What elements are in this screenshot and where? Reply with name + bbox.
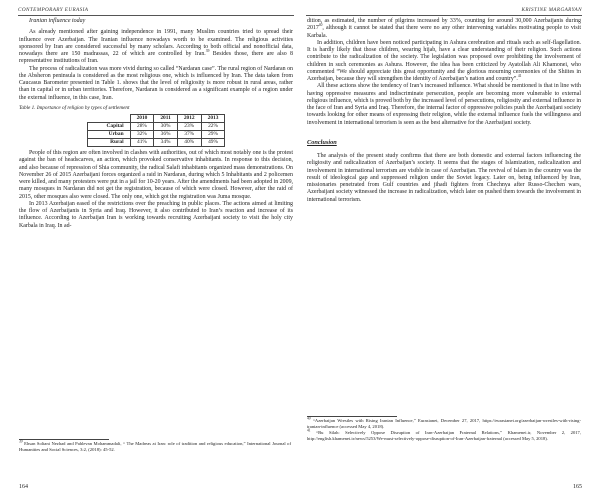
running-header-right: KRISTINE MARGARYAN <box>521 7 582 13</box>
footnote: $^{41}$ “Bu Silah: Selectively Oppose Disruption of Iran-Azerbaijan Fraternal Relations,” Khamenei.ir, November 2, 2017, http://english.khamenei.ir/news/5253/We-must-selectively-oppose-disruption-of-Iran-Azerbaijan-fraternal (accessed May 5, 2018). <box>307 428 581 441</box>
left-column <box>19 18 293 230</box>
table-cell: 41% <box>130 139 154 147</box>
table-row <box>87 131 225 139</box>
table-cell: 40% <box>177 139 201 147</box>
table-cell: 22% <box>201 123 225 131</box>
running-header-left: CONTEMPORARY EURASIA <box>18 7 89 13</box>
header-rule-right <box>306 15 582 16</box>
table-caption: Table 1. Importance of religion by types of settlement <box>19 104 130 111</box>
row-label: Urban <box>87 131 130 139</box>
footnote-ref[interactable]: 40 <box>318 23 323 28</box>
paragraph: All these actions show the tendency of Iran’s increased influence. What should be mentioned is that in line with having oppressive measures and indiscriminate persecution, people are becoming more vulnerable to external religious influence, which is proved both by the increased level of persecutions, religiosity and external influence in the face of Iran and Syria and Iraq. Therefore, the internal factor of oppressive policies push the Azerbaijani society towards looking for other means of expressing their religion, while the external influence fuels the willingness and involvement in international terrorism is seen as the best alternative for the Azerbaijani society. <box>307 83 581 126</box>
table-cell: 49% <box>201 139 225 147</box>
paragraph: As already mentioned after gaining independence in 1991, many Muslim countries tried to spread their influence over Azerbaijan. The Iranian influence nowadays worth to be examined. The religious activities sponsored by Iran are considered successful by many scholars. According to both official and nonofficial data, nowadays there are 150 madrassas, 22 of which are controlled by Iran.$^{39}$ Besides those, there are also 8 representative institutions of Iran. <box>19 29 294 65</box>
column-header: 2013 <box>201 115 225 123</box>
footnotes-left <box>19 441 291 453</box>
table-cell: 32% <box>130 131 154 139</box>
footnote: $^{40}$ “Azerbaijan Wrestles with Rising Iranian Influence,” Eurasianet, December 27, 2017, https://eurasianet.org/azerbaijan-wrestles-with-rising-iranian-influence (accessed May 4, 2018). <box>307 416 581 429</box>
table-header-row <box>87 115 225 123</box>
table-cell: 37% <box>177 131 201 139</box>
footnote-ref[interactable]: 41 <box>517 74 522 79</box>
footnote-ref[interactable]: 39 <box>205 49 210 54</box>
page-number-right: 165 <box>573 484 582 490</box>
table-row <box>87 139 225 147</box>
header-rule-left <box>18 15 294 16</box>
footnote: $^{39}$ Ehsan Soltani Nezhad and Pahlevan Mohammadali, “ The Madreas at Iran: role of tradition and religious education,” International Journal of Humanities and Social Sciences, 3:2, (2018): 45-52. <box>19 439 291 452</box>
column-header: 2010 <box>130 115 154 123</box>
row-label: Capital <box>87 123 130 131</box>
table-cell: 28% <box>130 123 154 131</box>
column-header: 2012 <box>177 115 201 123</box>
footnote-rule <box>19 439 109 440</box>
paragraph: The analysis of the present study confirms that there are both domestic and external factors influencing the religiosity and radicalization of Azerbaijan’s society. It seems that the stages of Islamization, radicalization and involvement in international terrorism are visible in case of Azerbaijan. The revival of Islam in the country was the result of ideological gap and suppressed religion under the Soviet legacy. Later on, being influenced by Iran, missionaries penetrated from Gulf countries and jihadi fighters from Chechnya after Russo-Chechen wars, Azerbaijani society witnessed the increase in radicalization, which later on pushed them towards the involvement in international terrorism. <box>307 153 581 203</box>
table-cell: 23% <box>177 123 201 131</box>
footnote-rule <box>307 416 397 417</box>
page-number-left: 164 <box>19 484 28 490</box>
table-cell: 29% <box>201 131 225 139</box>
footnotes-right <box>307 418 581 442</box>
religion-table <box>87 114 226 147</box>
section-subheading: Iranian influence today <box>29 18 86 24</box>
table-cell: 30% <box>154 123 177 131</box>
paragraph: dition, as estimated, the number of pilgrims increased by 33%, counting for around 30,000 Azerbaijanis during 2017$^{40}$, although it cannot be stated that there were no any other intervening variables motivating people to visit Karbala. <box>307 18 581 39</box>
table-cell: 36% <box>154 131 177 139</box>
paragraph: In 2013 Azerbaijan eased of the restrictions over the preaching in public places. The actions aimed at limiting the flow of Azerbaijanis in Syria and Iraq. However, it also contributed to Iran’s reaction and increase of its influence. According to Azerbaijan Iran is working towards recruiting Azerbaijani society to visit the holy city Karbala in Iraq. In ad- <box>19 200 293 229</box>
table-corner <box>87 115 130 123</box>
paragraph: In addition, children have been noticed participating in Ashura cerebration and rituals such as self-flagellation. It is hardly likely that those children, wearing hijab, have a clear understanding of their religion. Such actions contribute to the radicalization of the society. The legislation was proposed over prohibiting the involvement of children in such ceremonies as Ashura. However, the idea has been criticized by Ayatollah Ali Khamonei, who commented “We should appreciate this great opportunity and the glorious mourning ceremonies of the Shiites in Azerbaijan, because they will strengthen the identity of Azerbaijan’s nation and country”.$^{41}$ <box>307 39 581 82</box>
column-header: 2011 <box>154 115 177 123</box>
table-cell: 34% <box>154 139 177 147</box>
paragraph: The process of radicalization was more vivid during so called “Nardaran case”. The rural region of Nardaran on the Absheron peninsula is considered as the most religious one, which is influenced by Iran. The data taken from Caucasus Barometer presented in Table 1. shows that the level of religiosity is more robust in rural areas, rather than in capital or in urban territories. Therefore, Nardaran is considered as a significant example of a region under the external influence, in this case, Iran. <box>19 65 293 101</box>
right-column <box>307 18 581 204</box>
table-row <box>87 123 225 131</box>
paragraph: People of this region are often involved in clashes with authorities, out of which most notably one is the protest against the ban of headscarves, an action, which provoked conservative inhabitants. In response to this decision, and also because of repression of Shia community, the radical Salafi inhabitants organized mass demonstrations. On November 26 of 2015 Azerbaijani forces organized a raid in Nardaran, during which 5 Inhabitants and 2 policemen were killed, and many protesters were put in a jail for 10-20 years. After the amendments had been adopted in 2009, many mosques in Nardaran did not get the registration, because of which were closed. However, after the raid of 2015, other mosques also were closed. The only one, which got the registration was Juma mosque. <box>19 150 293 200</box>
conclusion-heading: Conclusion <box>307 138 337 146</box>
row-label: Rural <box>87 139 130 147</box>
